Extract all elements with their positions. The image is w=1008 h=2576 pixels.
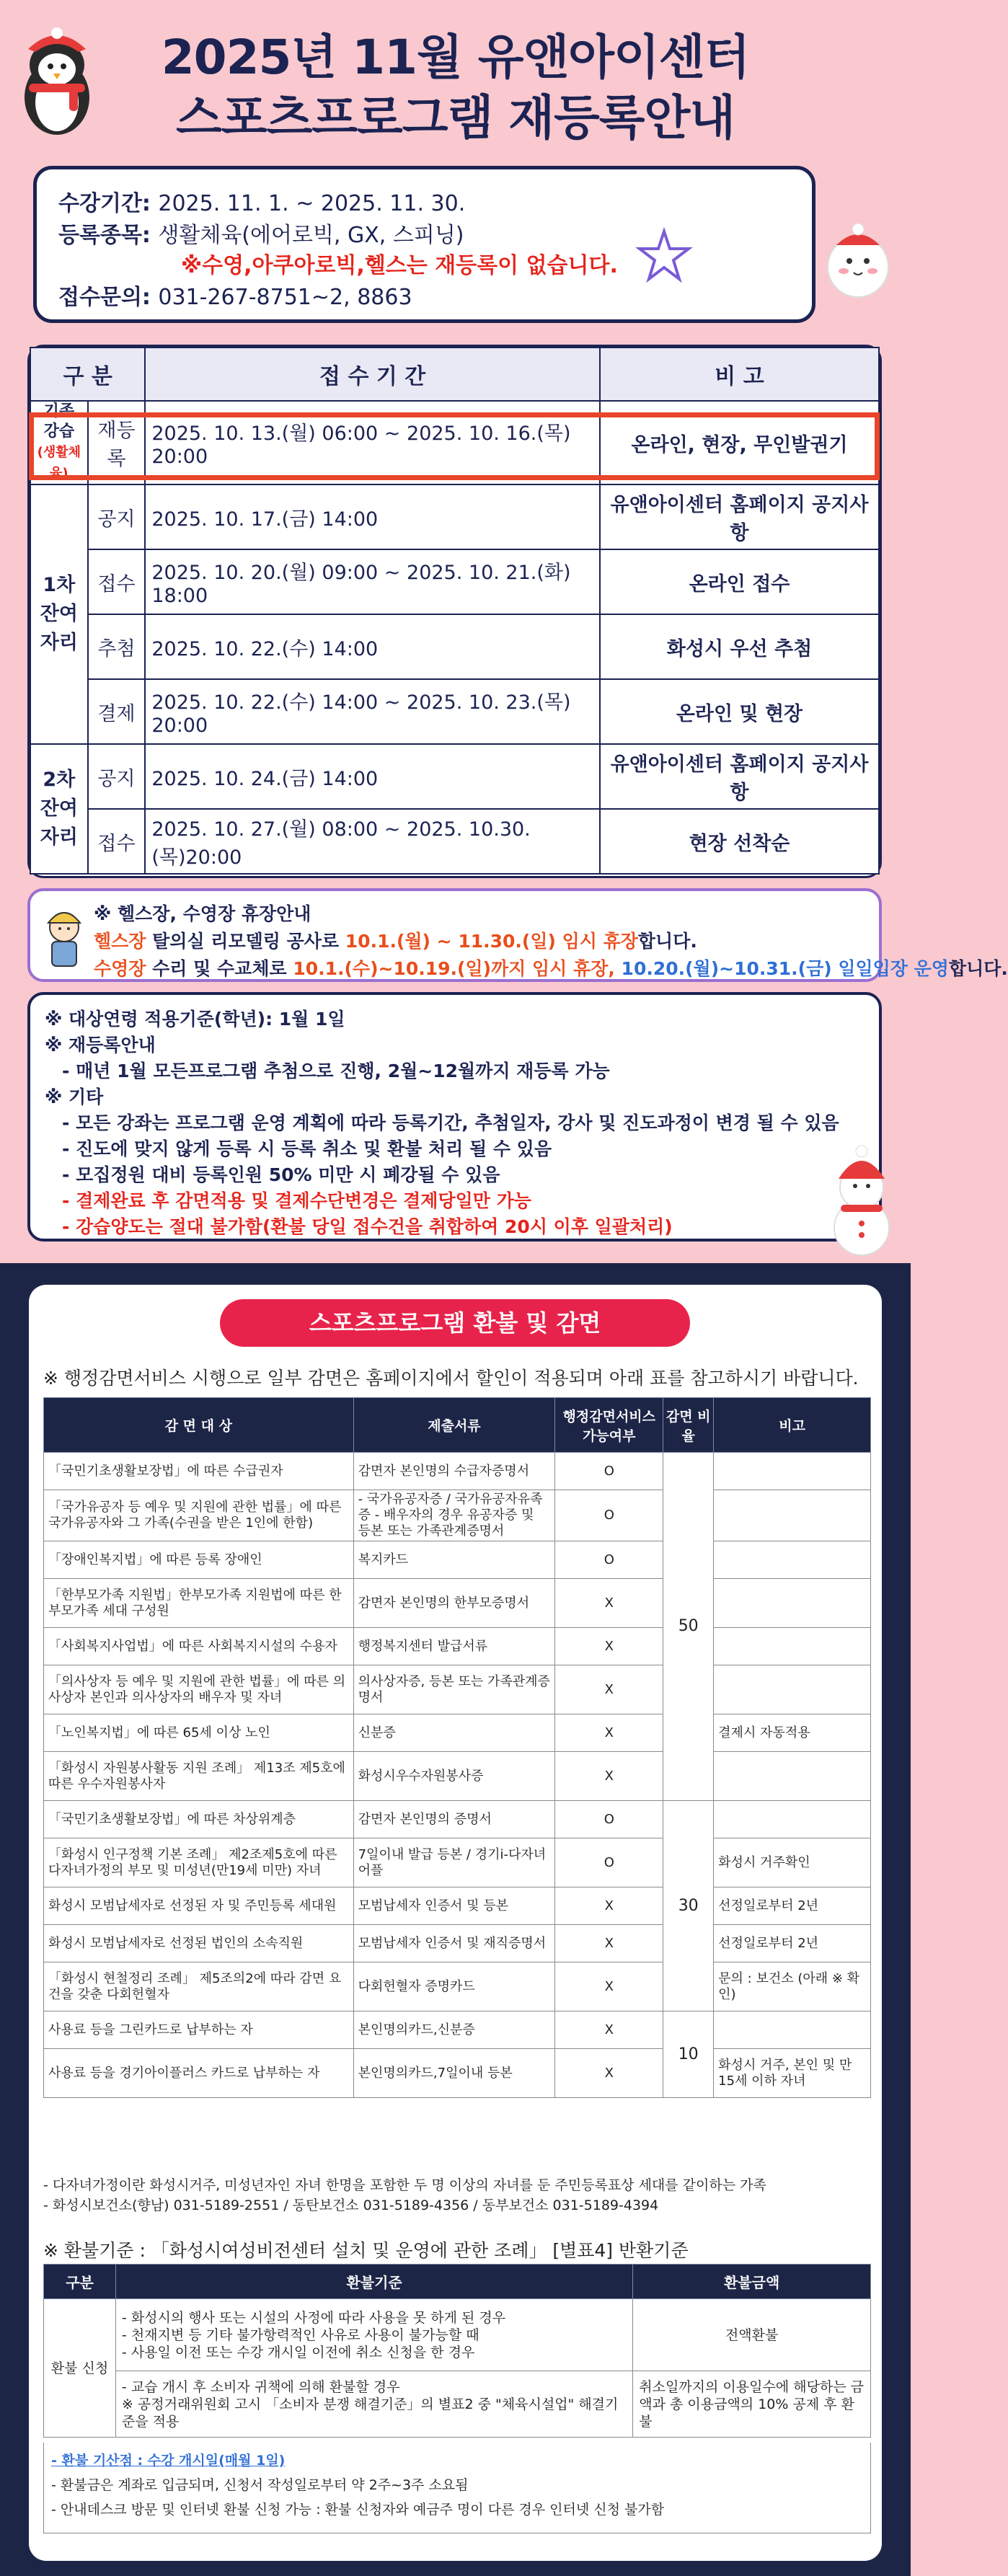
round2-period: 2025. 10. 27.(월) 08:00 ~ 2025. 10.30.(목)20:00 <box>145 809 600 874</box>
discount-row <box>44 1579 871 1628</box>
items-row <box>58 217 464 249</box>
gym-notice <box>94 927 697 953</box>
row-note <box>714 1628 871 1665</box>
row-note <box>714 1752 871 1801</box>
gym-reason: 탈의실 리모델링 공사로 <box>146 931 345 952</box>
row-docs: 화성시우수자원봉사증 <box>353 1752 555 1801</box>
row-target: 「장애인복지법」에 따른 등록 장애인 <box>44 1541 354 1579</box>
refund-rule-table <box>43 2264 871 2438</box>
rule-etc-1: - 모든 강좌는 프로그램 운영 계획에 따라 등록기간, 추첨일자, 강사 및 진도과정이 변경 될 수 있음 <box>62 1112 839 1133</box>
row-admin: O <box>555 1838 663 1887</box>
row-target: 「국민기초생활보장법」에 따른 수급권자 <box>44 1453 354 1490</box>
row-docs: - 국가유공자증 / 국가유공자유족증 - 배우자의 경우 유공자증 및 등본 또는 가족관계증명서 <box>353 1490 555 1541</box>
pool-notice <box>94 955 1008 981</box>
round1-step: 결제 <box>88 679 146 744</box>
rule-reregister-title: ※ 재등록안내 <box>45 1035 156 1055</box>
row-admin: X <box>555 1579 663 1628</box>
rule-reregister: - 매년 1월 모든프로그램 추첨으로 진행, 2월~12월까지 재등록 가능 <box>62 1061 610 1081</box>
row-docs: 모범납세자 인증서 및 등본 <box>353 1887 555 1925</box>
row-docs: 본인명의카드,7일이내 등본 <box>353 2049 555 2098</box>
row-admin: X <box>555 1962 663 2011</box>
round2-note: 유앤아이센터 홈페이지 공지사항 <box>600 744 879 809</box>
gym-end: 합니다. <box>637 931 697 952</box>
row-target: 「국민기초생활보장법」에 따른 차상위계층 <box>44 1801 354 1838</box>
row-admin: O <box>555 1541 663 1579</box>
round1-note: 온라인 접수 <box>600 549 879 614</box>
row-target: 「사회복지사업법」에 따른 사회복지시설의 수용자 <box>44 1628 354 1665</box>
row-target: 사용료 등을 그린카드로 납부하는 자 <box>44 2011 354 2049</box>
row-admin: O <box>555 1490 663 1541</box>
pool-period: 10.1.(수)~10.19.(일)까지 임시 휴장, <box>293 958 622 979</box>
rule-etc-2: - 진도에 맞지 않게 등록 시 등록 취소 및 환불 처리 될 수 있음 <box>62 1138 552 1159</box>
period-value: 2025. 11. 1. ~ 2025. 11. 30. <box>158 191 466 216</box>
round1-note: 온라인 및 현장 <box>600 679 879 744</box>
row-note: 결제시 자동적용 <box>714 1714 871 1752</box>
star-icon <box>635 227 693 285</box>
refund-criteria-1 <box>115 2299 632 2371</box>
header-admin: 행정감면서비스 가능여부 <box>555 1398 663 1453</box>
top-section <box>0 0 1008 1263</box>
row-target: 「화성시 자원봉사활동 지원 조례」 제13조 제5호에 따른 우수자원봉사자 <box>44 1752 354 1801</box>
gym-period: 10.1.(월) ~ 11.30.(일) 임시 휴장 <box>345 931 638 952</box>
discount-row <box>44 1490 871 1541</box>
discount-row <box>44 1887 871 1925</box>
rule-etc-5: - 강습양도는 절대 불가함(환불 당일 접수건을 취합하여 20시 이후 일괄처리) <box>62 1216 673 1237</box>
row-docs: 감면자 본인명의 증명서 <box>353 1801 555 1838</box>
row-docs: 복지카드 <box>353 1541 555 1579</box>
row-note <box>714 1453 871 1490</box>
period-label: 수강기간: <box>58 191 151 216</box>
discount-row <box>44 2049 871 2098</box>
pool-daily: 10.20.(월)~10.31.(금) 일일입장 운영 <box>621 958 949 979</box>
discount-row <box>44 1801 871 1838</box>
row-target: 화성시 모범납세자로 선정된 법인의 소속직원 <box>44 1925 354 1962</box>
discount-header <box>44 1398 871 1453</box>
schedule-table-wrap <box>27 345 882 878</box>
row-note: 화성시 거주, 본인 및 만 15세 이하 자녀 <box>714 2049 871 2098</box>
round1-note: 화성시 우선 추첨 <box>600 614 879 679</box>
contact-row <box>58 279 412 311</box>
criteria-line: - 천재지변 등 기타 불가항력적인 사유로 사용이 불가능할 때 <box>121 2327 479 2343</box>
snowman-icon <box>808 216 908 310</box>
header-target: 감 면 대 상 <box>44 1398 354 1453</box>
refund-group: 환불 신청 <box>44 2299 116 2438</box>
rate-50: 50 <box>663 1453 714 1801</box>
round1-step: 추첨 <box>88 614 146 679</box>
header-note: 비고 <box>714 1398 871 1453</box>
header-amount: 환불금액 <box>633 2265 871 2299</box>
discount-row <box>44 1838 871 1887</box>
row-note <box>714 1665 871 1714</box>
row-note: 선정일로부터 2년 <box>714 1925 871 1962</box>
row-note <box>714 1579 871 1628</box>
header-note: 비 고 <box>600 348 879 401</box>
refund-rule-title: ※ 환불기준 : 「화성시여성비전센터 설치 및 운영에 관한 조례」 [별표4] 반환기준 <box>43 2240 689 2261</box>
header-category: 구 분 <box>30 348 145 401</box>
header-criteria: 환불기준 <box>115 2265 632 2299</box>
existing-note: 온라인, 현장, 무인발권기 <box>600 401 879 484</box>
worker-icon <box>39 900 89 972</box>
round2-row-0 <box>30 744 879 809</box>
discount-row <box>44 1665 871 1714</box>
row-note <box>714 2011 871 2049</box>
row-target: 화성시 모범납세자로 선정된 자 및 주민등록 세대원 <box>44 1887 354 1925</box>
discount-row <box>44 2011 871 2049</box>
notice-title: ※ 헬스장, 수영장 휴장안내 <box>94 903 311 924</box>
pool-label: 수영장 <box>94 958 146 979</box>
refund-criteria-2 <box>115 2371 632 2438</box>
refund-title-pill: 스포츠프로그램 환불 및 감면 <box>220 1299 690 1347</box>
row-admin: X <box>555 2011 663 2049</box>
multichild-footnote: - 다자녀가정이란 화성시거주, 미성년자인 자녀 한명을 포함한 두 명 이상의 자녀를 둔 주민등록표상 세대를 같이하는 가족 <box>43 2177 766 2193</box>
round1-period: 2025. 10. 22.(수) 14:00 ~ 2025. 10. 23.(목) 20:00 <box>145 679 600 744</box>
row-docs: 본인명의카드,신분증 <box>353 2011 555 2049</box>
round2-step: 접수 <box>88 809 146 874</box>
row-admin: X <box>555 1887 663 1925</box>
round2-period: 2025. 10. 24.(금) 14:00 <box>145 744 600 809</box>
row-note: 선정일로부터 2년 <box>714 1887 871 1925</box>
row-admin: O <box>555 1453 663 1490</box>
refund-rule-row <box>44 2371 871 2438</box>
row-admin: X <box>555 1628 663 1665</box>
header-group: 구분 <box>44 2265 116 2299</box>
row-admin: X <box>555 2049 663 2098</box>
refund-note-online: - 안내데스크 방문 및 인터넷 환불 신청 가능 : 환불 신청자와 예금주 명이 다른 경우 인터넷 신청 불가함 <box>51 2502 665 2518</box>
row-docs: 행정복지센터 발급서류 <box>353 1628 555 1665</box>
row-note <box>714 1541 871 1579</box>
row-target: 「화성시 현철정리 조례」 제5조의2에 따라 감면 요건을 갖춘 다회헌혈자 <box>44 1962 354 2011</box>
row-note <box>714 1490 871 1541</box>
round2-row-1 <box>30 809 879 874</box>
discount-row <box>44 1453 871 1490</box>
row-docs: 다회헌혈자 증명카드 <box>353 1962 555 2011</box>
row-target: 「국가유공자 등 예우 및 지원에 관한 법률」에 따른 국가유공자와 그 가족(수권을 받은 1인에 한함) <box>44 1490 354 1541</box>
rule-etc-4: - 결제완료 후 감면적용 및 결제수단변경은 결제당일만 가능 <box>62 1190 531 1211</box>
info-box <box>33 166 815 323</box>
row-note: 화성시 거주확인 <box>714 1838 871 1887</box>
closure-notice <box>27 888 1008 982</box>
round1-note: 유앤아이센터 홈페이지 공지사항 <box>600 484 879 549</box>
gym-label: 헬스장 <box>94 931 146 952</box>
row-target: 「화성시 인구정책 기본 조례」 제2조제5호에 따른 다자녀가정의 부모 및 미성년(만19세 미만) 자녀 <box>44 1838 354 1887</box>
existing-period: 2025. 10. 13.(월) 06:00 ~ 2025. 10. 16.(목) 20:00 <box>145 401 600 484</box>
round2-step: 공지 <box>88 744 146 809</box>
row-docs: 의사상자증, 등본 또는 가족관계증명서 <box>353 1665 555 1714</box>
row-admin: X <box>555 1752 663 1801</box>
refund-note-start: - 환불 기산점 : 수강 개시일(매월 1일) <box>51 2453 286 2469</box>
discount-row <box>44 1714 871 1752</box>
pool-reason: 수리 및 수교체로 <box>146 958 293 979</box>
round1-period: 2025. 10. 20.(월) 09:00 ~ 2025. 10. 21.(화) 18:00 <box>145 549 600 614</box>
snowman-icon <box>815 1143 908 1258</box>
discount-table <box>43 1397 871 2098</box>
schedule-table <box>30 347 880 875</box>
criteria-line: - 화성시의 행사 또는 시설의 사정에 따라 사용을 못 하게 된 경우 <box>121 2309 506 2326</box>
row-note: 문의 : 보건소 (아래 ※ 확인) <box>714 1962 871 2011</box>
row-target: 사용료 등을 경기아이플러스 카드로 납부하는 자 <box>44 2049 354 2098</box>
refund-amount-2: 취소일까지의 이용일수에 해당하는 금액과 총 이용금액의 10% 공제 후 환불 <box>633 2371 871 2438</box>
row-admin: X <box>555 1665 663 1714</box>
row-docs: 감면자 본인명의 수급자증명서 <box>353 1453 555 1490</box>
refund-amount-1: 전액환불 <box>633 2299 871 2371</box>
refund-rule-header <box>44 2265 871 2299</box>
pool-end: 합니다. <box>948 958 1008 979</box>
existing-step: 재등록 <box>88 401 146 484</box>
round1-row-3 <box>30 679 879 744</box>
discount-row <box>44 1541 871 1579</box>
row-admin: O <box>555 1801 663 1838</box>
round2-label: 2차 잔여 자리 <box>30 744 88 874</box>
round1-step: 접수 <box>88 549 146 614</box>
existing-row <box>30 401 879 484</box>
row-target: 「한부모가족 지원법」한부모가족 지원법에 따른 한부모가족 세대 구성원 <box>44 1579 354 1628</box>
refund-rule-row <box>44 2299 871 2371</box>
criteria-line: - 사용일 이전 또는 수강 개시일 이전에 취소 신청을 한 경우 <box>121 2344 475 2360</box>
row-target: 「노인복지법」에 따른 65세 이상 노인 <box>44 1714 354 1752</box>
items-value: 생활체육(에어로빅, GX, 스피닝) <box>158 223 464 248</box>
round1-period: 2025. 10. 17.(금) 14:00 <box>145 484 600 549</box>
round1-row-2 <box>30 614 879 679</box>
row-admin: X <box>555 1925 663 1962</box>
rate-30: 30 <box>663 1801 714 2011</box>
title-line1: 2025년 11월 유앤아이센터 <box>161 30 750 85</box>
row-docs: 모범납세자 인증서 및 재직증명서 <box>353 1925 555 1962</box>
header-rate: 감면 비율 <box>663 1398 714 1453</box>
round1-period: 2025. 10. 22.(수) 14:00 <box>145 614 600 679</box>
discount-row <box>44 1962 871 2011</box>
rules-box <box>27 992 882 1241</box>
header-period: 접 수 기 간 <box>145 348 600 401</box>
round1-row-0 <box>30 484 879 549</box>
rule-age: ※ 대상연령 적용기준(학년): 1월 1일 <box>45 1009 345 1030</box>
round1-row-1 <box>30 549 879 614</box>
discount-row <box>44 1628 871 1665</box>
existing-group-sub: (생활체육) <box>37 445 81 481</box>
period-row <box>58 185 465 217</box>
rule-etc-3: - 모집정원 대비 등록인원 50% 미만 시 폐강될 수 있음 <box>62 1164 500 1185</box>
contact-value: 031-267-8751~2, 8863 <box>158 285 412 310</box>
discount-row <box>44 1752 871 1801</box>
row-docs: 7일이내 발급 등본 / 경기i-다자녀 어플 <box>353 1838 555 1887</box>
row-admin: X <box>555 1714 663 1752</box>
existing-group-label: 기존강습 <box>43 402 75 441</box>
round1-label: 1차 잔여 자리 <box>30 484 88 744</box>
row-docs: 신분증 <box>353 1714 555 1752</box>
row-target: 「의사상자 등 예우 및 지원에 관한 법률」에 따른 의사상자 본인과 의사상자의 배우자 및 자녀 <box>44 1665 354 1714</box>
refund-note-account: - 환불금은 계좌로 입금되며, 신청서 작성일로부터 약 2주~3주 소요됨 <box>51 2477 469 2493</box>
contact-label: 접수문의: <box>58 285 151 310</box>
existing-group <box>30 401 88 484</box>
discount-row <box>44 1925 871 1962</box>
round2-note: 현장 선착순 <box>600 809 879 874</box>
refund-notes <box>43 2443 871 2533</box>
rule-etc-title: ※ 기타 <box>45 1086 104 1107</box>
row-docs: 감면자 본인명의 한부모증명서 <box>353 1579 555 1628</box>
criteria-line: ※ 공정거래위원회 고시 「소비자 분쟁 해결기준」의 별표2 중 "체육시설업" 해결기준을 적용 <box>121 2396 619 2430</box>
page-title <box>0 27 911 149</box>
health-center-footnote: - 화성시보건소(향남) 031-5189-2551 / 동탄보건소 031-5189-4356 / 동부보건소 031-5189-4394 <box>43 2197 659 2213</box>
rate-10: 10 <box>663 2011 714 2098</box>
row-note <box>714 1801 871 1838</box>
criteria-line: - 교습 개시 후 소비자 귀책에 의해 환불할 경우 <box>121 2378 400 2395</box>
items-label: 등록종목: <box>58 223 151 248</box>
no-reregister-warning: ※수영,아쿠아로빅,헬스는 재등록이 없습니다. <box>181 253 618 278</box>
header-docs: 제출서류 <box>353 1398 555 1453</box>
schedule-header <box>30 348 879 401</box>
refund-subnote: ※ 행정감면서비스 시행으로 일부 감면은 홈페이지에서 할인이 적용되며 아래 표를 참고하시기 바랍니다. <box>43 1368 859 1389</box>
title-line2: 스포츠프로그램 재등록안내 <box>175 90 735 146</box>
round1-step: 공지 <box>88 484 146 549</box>
